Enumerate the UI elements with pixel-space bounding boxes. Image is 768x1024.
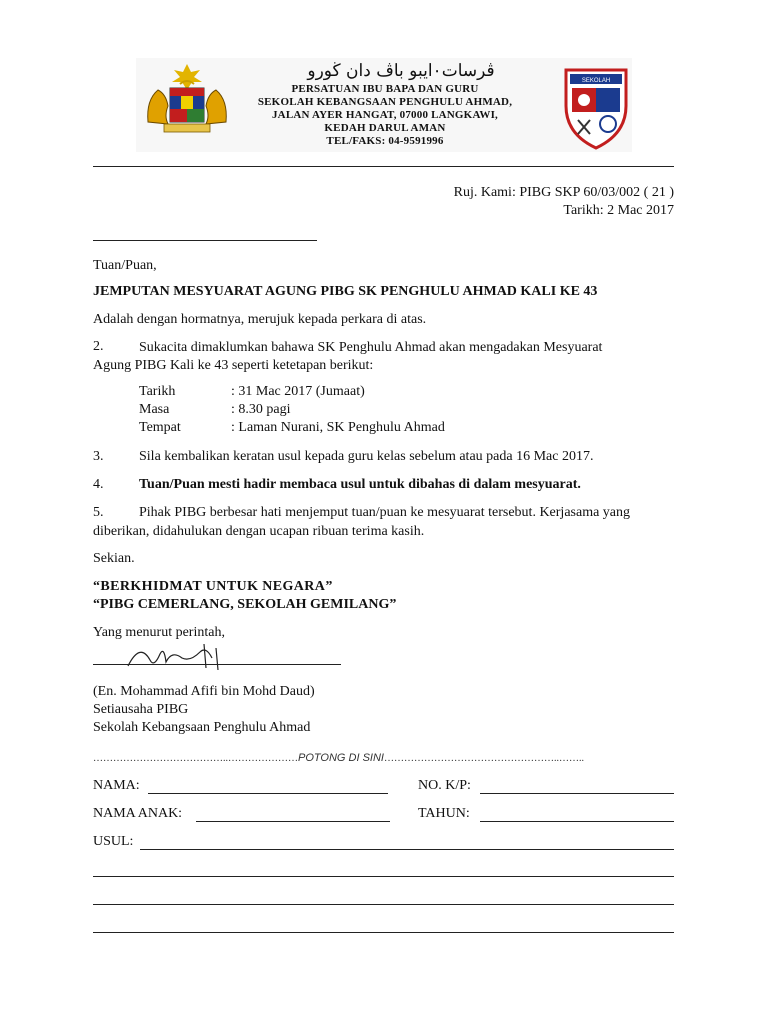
cut-dots-left: …………………………………..………………… — [93, 753, 298, 764]
p4-number: 4. — [93, 477, 104, 492]
signer-org: Sekolah Kebangsaan Penghulu Ahmad — [93, 720, 311, 735]
nama-label: NAMA: — [93, 778, 140, 793]
motto-2: “PIBG CEMERLANG, SEKOLAH GEMILANG” — [93, 597, 397, 612]
cut-line — [93, 752, 674, 764]
address-line-1: JALAN AYER HANGAT, 07000 LANGKAWI, — [271, 109, 498, 121]
paragraph-1: Adalah dengan hormatnya, merujuk kepada perkara di atas. — [93, 312, 427, 327]
signature-line — [93, 664, 341, 665]
detail-value: : 8.30 pagi — [231, 402, 291, 417]
sign-intro: Yang menurut perintah, — [93, 625, 225, 640]
p2-number: 2. — [93, 339, 104, 354]
motto-1: “BERKHIDMAT UNTUK NEGARA” — [93, 579, 333, 594]
usul-line[interactable] — [93, 875, 674, 877]
tahun-field[interactable] — [480, 820, 674, 822]
p3-number: 3. — [93, 449, 104, 464]
detail-row — [139, 383, 445, 401]
p2-line-2: Agung PIBG Kali ke 43 seperti ketetapan berikut: — [93, 358, 374, 373]
closing: Sekian. — [93, 551, 135, 566]
crest-label: SEKOLAH — [581, 78, 611, 84]
paragraph-4: Tuan/Puan mesti hadir membaca usul untuk dibahas di dalam mesyuarat. — [139, 477, 581, 492]
school-name: SEKOLAH KEBANGSAAN PENGHULU AHMAD, — [257, 96, 513, 108]
detail-row — [139, 419, 445, 437]
reference-block — [374, 184, 674, 220]
detail-label: Masa — [139, 402, 170, 417]
address-line-2: KEDAH DARUL AMAN — [324, 122, 446, 134]
detail-label: Tarikh — [139, 384, 176, 399]
nama-anak-field[interactable] — [196, 820, 390, 822]
nama-field[interactable] — [148, 792, 388, 794]
p2-line-1: Sukacita dimaklumkan bahawa SK Penghulu Ahmad akan mengadakan Mesyuarat — [139, 340, 603, 355]
usul-field[interactable] — [140, 848, 674, 850]
detail-row — [139, 401, 445, 419]
header-divider — [93, 166, 674, 167]
jawi-header: ڤرسات٠ايبو باڤ دان ڬورو — [307, 61, 495, 81]
signer-name: (En. Mohammad Afifi bin Mohd Daud) — [93, 684, 315, 699]
usul-label: USUL: — [93, 834, 134, 849]
org-name: PERSATUAN IBU BAPA DAN GURU — [291, 83, 479, 95]
signer-title: Setiausaha PIBG — [93, 702, 189, 717]
no-kp-label: NO. K/P: — [418, 778, 471, 793]
nama-anak-label: NAMA ANAK: — [93, 806, 183, 821]
p5-line-2: diberikan, didahulukan dengan ucapan ribuan terima kasih. — [93, 524, 425, 539]
subject: JEMPUTAN MESYUARAT AGUNG PIBG SK PENGHULU AHMAD KALI KE 43 — [93, 284, 598, 299]
recipient-line — [93, 240, 317, 241]
no-kp-field[interactable] — [480, 792, 674, 794]
tahun-label: TAHUN: — [418, 806, 470, 821]
ref-number: Ruj. Kami: PIBG SKP 60/03/002 ( 21 ) — [453, 185, 674, 200]
usul-line[interactable] — [93, 903, 674, 905]
letter-date: Tarikh: 2 Mac 2017 — [563, 203, 674, 218]
usul-line[interactable] — [93, 931, 674, 933]
cut-dots-right: ……………………………………………..…….. — [383, 753, 584, 764]
detail-value: : Laman Nurani, SK Penghulu Ahmad — [231, 420, 445, 435]
school-crest-icon — [560, 64, 632, 150]
detail-value: : 31 Mac 2017 (Jumaat) — [231, 384, 365, 399]
p5-number: 5. — [93, 505, 104, 520]
detail-label: Tempat — [139, 420, 181, 435]
phone: TEL/FAKS: 04-9591996 — [326, 135, 444, 147]
salutation: Tuan/Puan, — [93, 258, 157, 273]
paragraph-3: Sila kembalikan keratan usul kepada guru kelas sebelum atau pada 16 Mac 2017. — [139, 449, 594, 464]
signature-icon — [120, 640, 230, 674]
p5-line-1: Pihak PIBG berbesar hati menjemput tuan/puan ke mesyuarat tersebut. Kerjasama yang — [139, 505, 631, 520]
meeting-details — [139, 383, 445, 437]
cut-label: POTONG DI SINI — [298, 752, 384, 764]
